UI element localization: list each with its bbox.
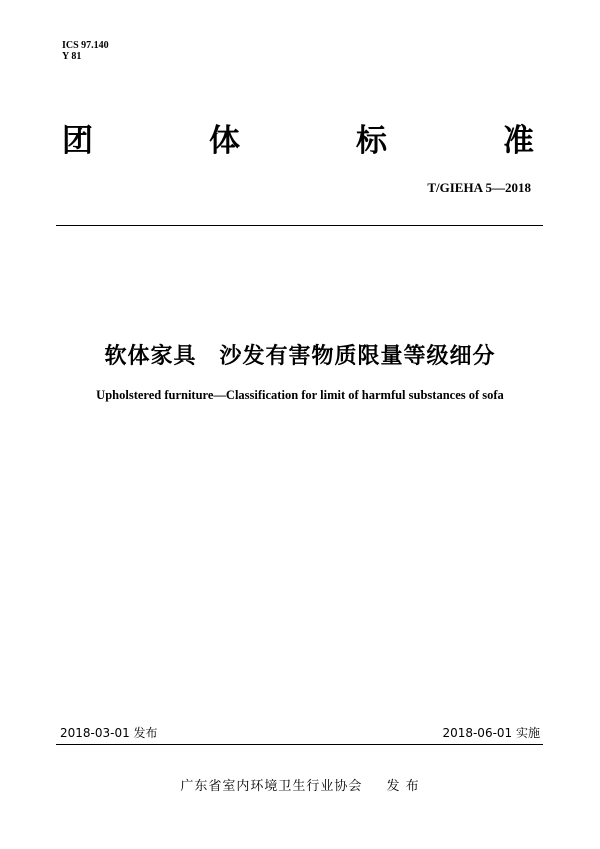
publish-date: 2018-03-01 发布 xyxy=(60,726,158,740)
publisher-action: 发 布 xyxy=(386,779,420,794)
publisher-name: 广东省室内环境卫生行业协会 xyxy=(180,779,363,794)
classification-code: Y 81 xyxy=(62,51,82,62)
standard-code: T/GIEHA 5—2018 xyxy=(427,180,531,195)
implement-date: 2018-06-01 实施 xyxy=(442,726,540,740)
publisher-line xyxy=(0,775,600,794)
bottom-divider xyxy=(56,744,543,745)
ics-code: ICS 97.140 xyxy=(62,40,109,51)
standard-type-char: 体 xyxy=(209,123,240,159)
top-divider xyxy=(56,225,543,226)
english-title: Upholstered furniture—Classification for limit of harmful substances of sofa xyxy=(96,388,504,402)
standard-type-char: 标 xyxy=(356,123,387,159)
standard-type-char: 团 xyxy=(62,123,93,159)
standard-type-char: 准 xyxy=(503,123,534,159)
standard-type-heading xyxy=(62,123,534,159)
chinese-title: 软体家具 沙发有害物质限量等级细分 xyxy=(104,344,496,369)
